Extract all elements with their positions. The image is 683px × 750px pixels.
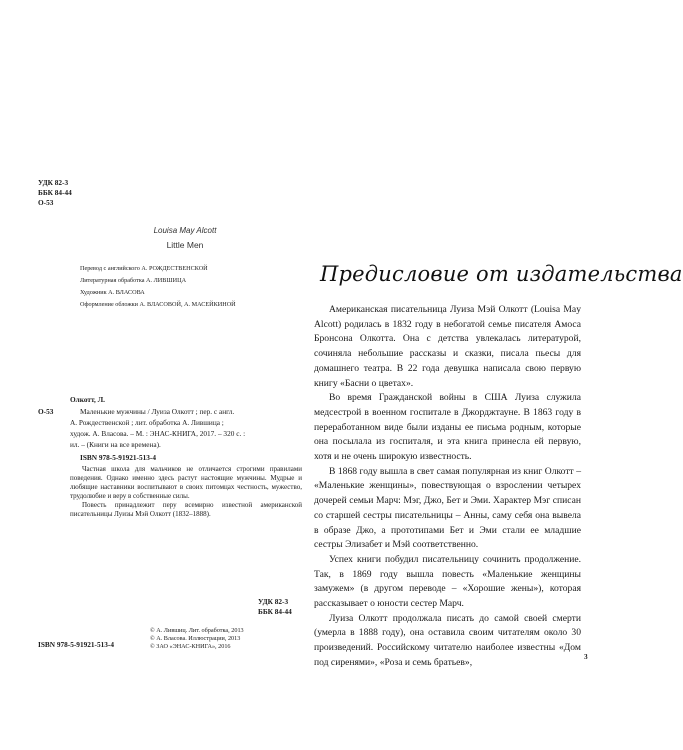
author-code: О-53 <box>38 198 54 207</box>
annotation-paragraph: Частная школа для мальчиков не отличается строгими правилами поведения. Однако именно здесь растут настоящие мужчины. Мудрые и любящие наставники воспитывают в своих питомцах честность, мужество, трудолюбие и веру в собственные силы. <box>70 465 302 500</box>
preface-page <box>300 0 683 750</box>
preface-body <box>314 303 581 671</box>
annotation-paragraph: Повесть принадлежит перу всемирно известной американской писательницы Луизы Мэй Олкотт (1832–1888). <box>70 501 302 518</box>
copyright-line: © ЗАО «ЭНАС-КНИГА», 2016 <box>150 643 231 650</box>
preface-paragraph: Успех книги побудил писательницу сочинить продолжение. Так, в 1869 году вышла повесть «Маленькие женщины замужем» (в другом переводе – «Хорошие жены»), которая рассказывает о юности сестер Марч. <box>314 553 581 610</box>
credit-editor: Литературная обработка А. ЛИВШИЦА <box>80 277 187 284</box>
catalog-isbn: ISBN 978-5-91921-513-4 <box>80 453 157 462</box>
bbk-code: ББК 84-44 <box>38 188 72 197</box>
copyright-line: © А. Лившиц. Лит. обработка, 2013 <box>150 627 244 634</box>
page-number: 3 <box>584 652 588 661</box>
catalog-code: О-53 <box>38 407 54 416</box>
preface-paragraph: Американская писательница Луиза Мэй Олкотт (Louisa May Alcott) родилась в 1832 году в небогатой семье писателя Амоса Бронсона Олкотта. Она с детства увлекалась литературой, сочиняла небольшие рассказы и сказки, писала пьесы для домашнего театра. В 22 года девушка написала свою первую книгу «Басни о цветах». <box>314 304 581 389</box>
catalog-line: А. Рождественской ; лит. обработка А. Лившица ; <box>70 418 224 427</box>
preface-heading: Предисловие от издательства <box>320 262 683 286</box>
annotation <box>70 465 302 519</box>
original-title: Little Men <box>166 240 204 250</box>
credit-artist: Художник А. ВЛАСОВА <box>80 289 145 296</box>
credit-cover: Оформление обложки А. ВЛАСОВОЙ, А. МАСЕЙКИНОЙ <box>80 301 236 308</box>
original-author: Louisa May Alcott <box>153 226 217 235</box>
imprint-page <box>0 0 300 750</box>
preface-paragraph: Во время Гражданской войны в США Луиза служила медсестрой в военном госпитале в Джорджтауне. В 1863 году в переработанном виде были изданы ее письма родным, которые она посылала из госпиталя, и эта книга принесла ей первую, хотя и не очень широкую известность. <box>314 392 581 463</box>
catalog-line: Маленькие мужчины / Луиза Олкотт ; пер. с англ. <box>80 407 235 416</box>
udk-bottom: УДК 82-3 <box>258 597 289 606</box>
preface-paragraph: Луиза Олкотт продолжала писать до самой своей смерти (умерла в 1888 году), она оставила своим читателям около 30 произведений. Российскому читателю наиболее известны «Дом под сиренями», «Роза и семь братьев», <box>314 612 581 668</box>
catalog-line: ил. – (Книги на все времена). <box>70 440 161 449</box>
copyright-line: © А. Власова. Иллюстрации, 2013 <box>150 635 241 642</box>
udk-code: УДК 82-3 <box>38 178 69 187</box>
bbk-bottom: ББК 84-44 <box>258 607 292 616</box>
catalog-author-heading: Олкотт, Л. <box>70 395 105 404</box>
credit-translator: Перевод с английского А. РОЖДЕСТВЕНСКОЙ <box>80 265 208 272</box>
catalog-line: худож. А. Власова. – М. : ЭНАС-КНИГА, 2017. – 320 с. : <box>70 429 246 438</box>
isbn-bottom: ISBN 978-5-91921-513-4 <box>38 640 115 649</box>
preface-paragraph: В 1868 году вышла в свет самая популярная из книг Олкотт – «Маленькие женщины», повествующая о взрослении четырех дочерей семьи Марч: Мэг, Джо, Бет и Эми. Характер Мэг списан со старшей сестры писательницы – Анны, саму себя она вывела в образе Джо, а прототипами Бет и Эми стали ее младшие сестры Элизабет и Мэй соответственно. <box>314 465 581 551</box>
